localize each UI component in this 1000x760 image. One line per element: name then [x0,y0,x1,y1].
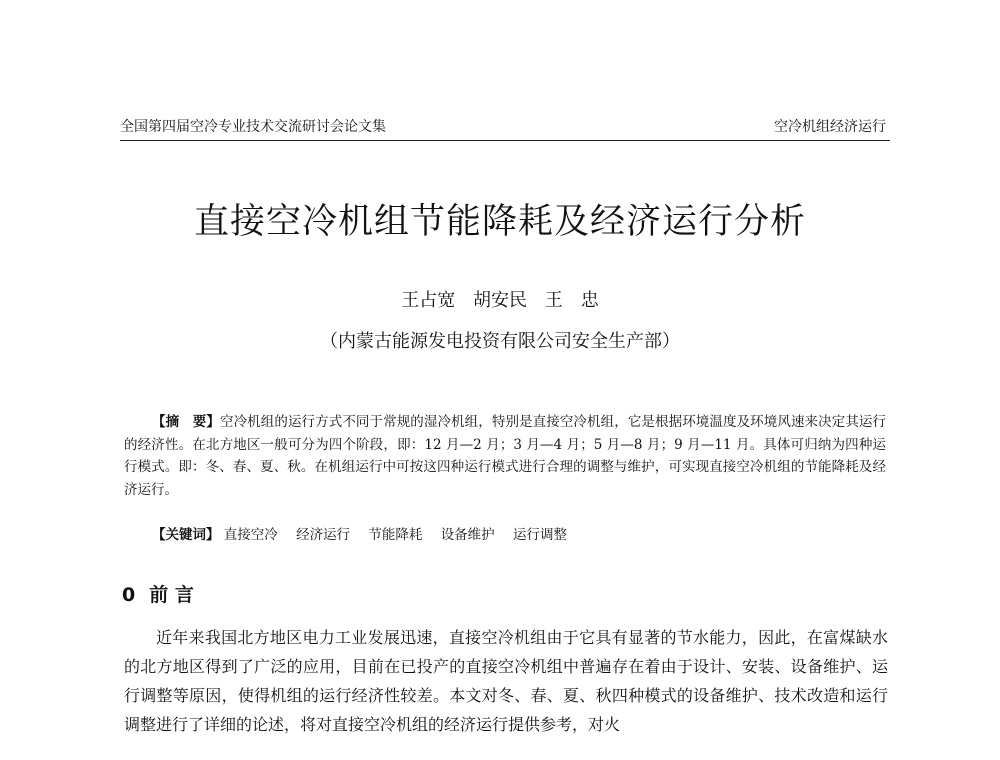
author-name: 王占宽 [401,290,456,311]
section-number: 0 [122,584,136,606]
section-heading [122,582,194,608]
abstract-text: 空冷机组的运行方式不同于常规的湿冷机组，特别是直接空冷机组，它是根据环境温度及环境风速来决定其运行的经济性。在北方地区一般可分为四个阶段，即：12 月—2 月；3 月—4 月；5 月—8 月；9 月—11 月。具体可归纳为四种运行模式。即：冬、春、夏、秋。在机组运行中可按这四种运行模式进行合理的调整与维护，可实现直接空冷机组的节能降耗及经济运行。 [124,414,887,498]
section-title: 前 言 [149,584,194,606]
keyword: 节能降耗 [368,527,423,543]
keyword: 直接空冷 [223,527,278,543]
keywords [152,524,886,546]
running-header [120,118,890,141]
keyword: 经济运行 [296,527,351,543]
affiliation: （内蒙古能源发电投资有限公司安全生产部） [320,331,680,352]
abstract [124,411,886,501]
author-list [0,289,1000,313]
running-header-right: 空冷机组经济运行 [774,119,886,135]
keyword: 设备维护 [440,527,495,543]
keywords-label: 【关键词】 [152,527,220,543]
keyword: 运行调整 [512,527,567,543]
running-header-left: 全国第四届空冷专业技术交流研讨会论文集 [120,119,386,135]
body-paragraph: 近年来我国北方地区电力工业发展迅速，直接空冷机组由于它具有显著的节水能力，因此，在富煤缺水的北方地区得到了广泛的应用，目前在已投产的直接空冷机组中普遍存在着由于设计、安装、设备维护、运行调整等原因，使得机组的运行经济性较差。本文对冬、春、夏、秋四种模式的设备维护、技术改造和运行调整进行了详细的论述，将对直接空冷机组的经济运行提供参考，对火 [124,628,888,734]
author-name: 胡安民 [473,290,527,311]
abstract-label: 【摘 要】 [152,414,220,430]
author-name: 王 忠 [544,290,599,311]
paper-title: 直接空冷机组节能降耗及经济运行分析 [193,202,806,242]
body-text [124,623,888,739]
abstract-paragraph [124,411,886,501]
